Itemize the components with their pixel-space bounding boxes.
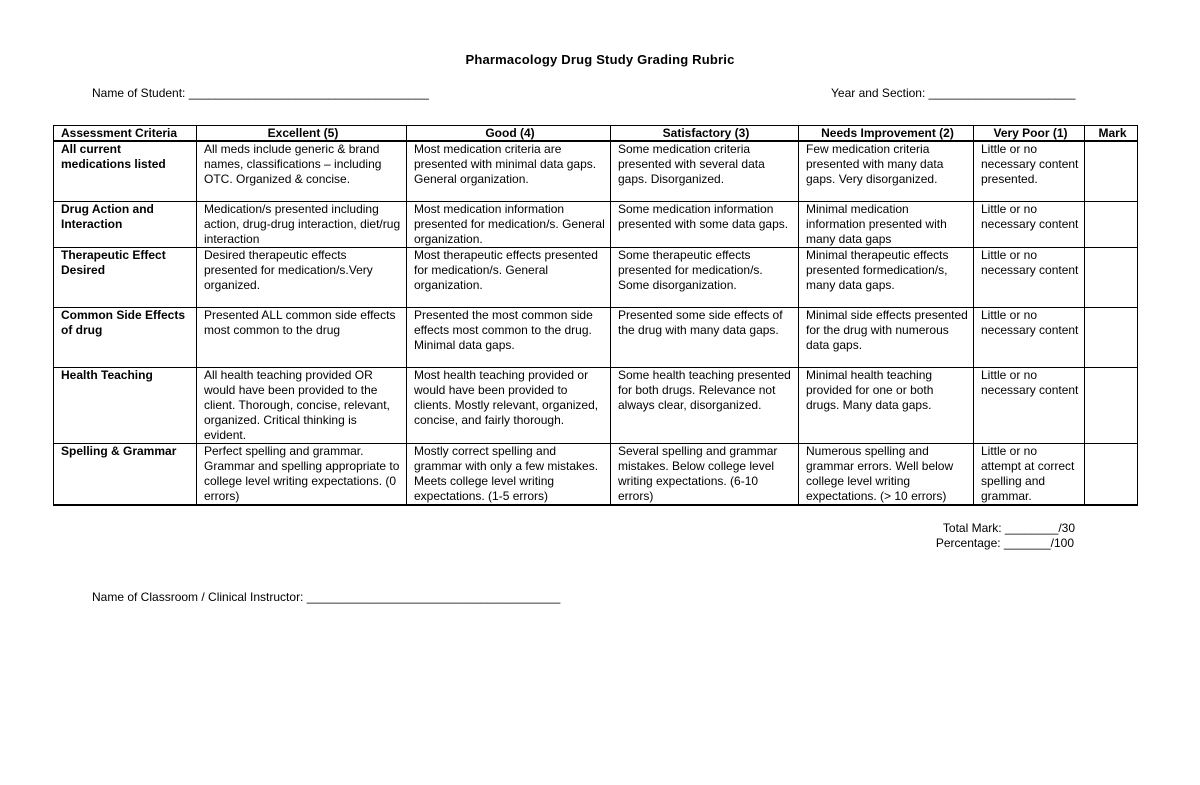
excellent-cell: Presented ALL common side effects most common to the drug [197, 308, 407, 368]
criteria-cell: Spelling & Grammar [54, 444, 197, 506]
header-satisfactory: Satisfactory (3) [611, 126, 799, 142]
header-very-poor: Very Poor (1) [974, 126, 1085, 142]
percentage: Percentage: _______/100 [935, 536, 1074, 550]
total-mark: Total Mark: ________/30 [942, 521, 1075, 535]
needs-improvement-cell: Few medication criteria presented with many data gaps. Very disorganized. [799, 141, 974, 202]
excellent-cell: Desired therapeutic effects presented for medication/s.Very organized. [197, 248, 407, 308]
instructor-name-field: Name of Classroom / Clinical Instructor: ______________________________________ [92, 590, 561, 604]
table-row [54, 248, 1138, 308]
criteria-cell: Therapeutic Effect Desired [54, 248, 197, 308]
mark-cell[interactable] [1085, 308, 1138, 368]
criteria-cell: Drug Action and Interaction [54, 202, 197, 248]
header-good: Good (4) [407, 126, 611, 142]
student-name-field: Name of Student: ____________________________________ [92, 86, 429, 100]
excellent-cell: All meds include generic & brand names, classifications – including OTC. Organized & concise. [197, 141, 407, 202]
satisfactory-cell: Some medication criteria presented with several data gaps. Disorganized. [611, 141, 799, 202]
needs-improvement-cell: Numerous spelling and grammar errors. Well below college level writing expectations. (> 10 errors) [799, 444, 974, 506]
excellent-cell: Medication/s presented including action, drug-drug interaction, diet/rug interaction [197, 202, 407, 248]
header-assessment-criteria: Assessment Criteria [54, 126, 197, 142]
header-needs-improvement: Needs Improvement (2) [799, 126, 974, 142]
table-row [54, 202, 1138, 248]
good-cell: Most medication information presented for medication/s. General organization. [407, 202, 611, 248]
good-cell: Mostly correct spelling and grammar with only a few mistakes. Meets college level writing expectations. (1-5 errors) [407, 444, 611, 506]
criteria-cell: Health Teaching [54, 368, 197, 444]
mark-cell[interactable] [1085, 141, 1138, 202]
needs-improvement-cell: Minimal health teaching provided for one or both drugs. Many data gaps. [799, 368, 974, 444]
needs-improvement-cell: Minimal medication information presented with many data gaps [799, 202, 974, 248]
mark-cell[interactable] [1085, 444, 1138, 506]
table-row [54, 308, 1138, 368]
criteria-cell: Common Side Effects of drug [54, 308, 197, 368]
satisfactory-cell: Some therapeutic effects presented for medication/s. Some disorganization. [611, 248, 799, 308]
good-cell: Presented the most common side effects most common to the drug. Minimal data gaps. [407, 308, 611, 368]
rubric-table [53, 125, 1138, 506]
totals-block [936, 521, 1075, 551]
satisfactory-cell: Several spelling and grammar mistakes. Below college level writing expectations. (6-10 errors) [611, 444, 799, 506]
satisfactory-cell: Some health teaching presented for both drugs. Relevance not always clear, disorganized. [611, 368, 799, 444]
header-mark: Mark [1085, 126, 1138, 142]
satisfactory-cell: Some medication information presented with some data gaps. [611, 202, 799, 248]
very-poor-cell: Little or no necessary content [974, 308, 1085, 368]
very-poor-cell: Little or no attempt at correct spelling and grammar. [974, 444, 1085, 506]
mark-cell[interactable] [1085, 248, 1138, 308]
table-row [54, 141, 1138, 202]
excellent-cell: Perfect spelling and grammar. Grammar and spelling appropriate to college level writing expectations. (0 errors) [197, 444, 407, 506]
header-excellent: Excellent (5) [197, 126, 407, 142]
mark-cell[interactable] [1085, 368, 1138, 444]
excellent-cell: All health teaching provided OR would have been provided to the client. Thorough, concise, relevant, organized. Critical thinking is evident. [197, 368, 407, 444]
good-cell: Most therapeutic effects presented for medication/s. General organization. [407, 248, 611, 308]
year-section-field: Year and Section: ______________________ [831, 86, 1076, 100]
good-cell: Most health teaching provided or would have been provided to clients. Mostly relevant, organized, concise, and fairly thorough. [407, 368, 611, 444]
needs-improvement-cell: Minimal therapeutic effects presented formedication/s, many data gaps. [799, 248, 974, 308]
page-title: Pharmacology Drug Study Grading Rubric [465, 52, 735, 67]
very-poor-cell: Little or no necessary content presented. [974, 141, 1085, 202]
mark-cell[interactable] [1085, 202, 1138, 248]
satisfactory-cell: Presented some side effects of the drug with many data gaps. [611, 308, 799, 368]
header-row [54, 126, 1138, 142]
very-poor-cell: Little or no necessary content [974, 202, 1085, 248]
table-row [54, 444, 1138, 506]
table-row [54, 368, 1138, 444]
good-cell: Most medication criteria are presented with minimal data gaps. General organization. [407, 141, 611, 202]
needs-improvement-cell: Minimal side effects presented for the drug with numerous data gaps. [799, 308, 974, 368]
very-poor-cell: Little or no necessary content [974, 248, 1085, 308]
criteria-cell: All current medications listed [54, 141, 197, 202]
very-poor-cell: Little or no necessary content [974, 368, 1085, 444]
